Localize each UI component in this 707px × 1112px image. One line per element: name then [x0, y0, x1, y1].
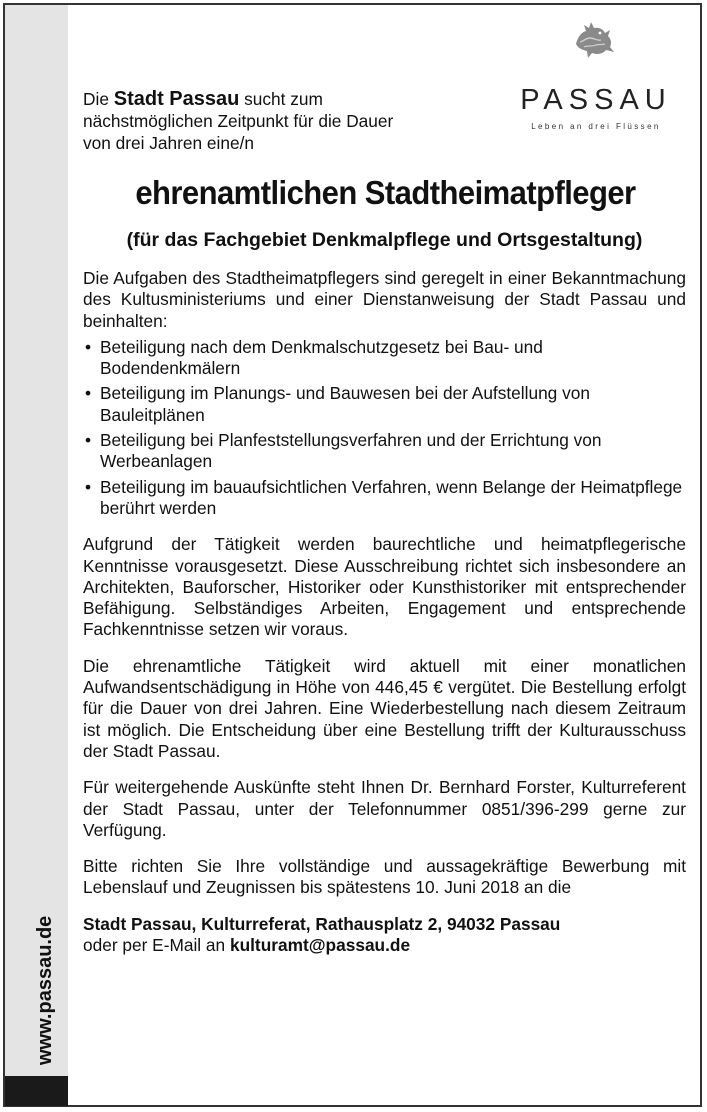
logo-tagline: Leben an drei Flüssen: [531, 122, 661, 131]
sidebar-footer-block: [5, 1076, 68, 1106]
task-item: • Beteiligung im bauaufsichtlichen Verfahren, wenn Belange der Heimatpflege berührt werden: [83, 477, 686, 520]
address-block: [83, 914, 686, 957]
contact-paragraph: Für weitergehende Auskünfte steht Ihnen Dr. Bernhard Forster, Kulturreferent der Stadt Passau, unter der Telefonnummer 0851/396-299 gerne zur Verfügung.: [83, 777, 686, 840]
email-prefix: oder per E-Mail an: [83, 935, 230, 956]
task-item: • Beteiligung bei Planfeststellungsverfahren und der Errichtung von Werbeanlagen: [83, 430, 686, 473]
job-subtitle: (für das Fachgebiet Denkmalpflege und Ortsgestaltung): [126, 229, 643, 251]
intro-line3: von drei Jahren eine/n: [83, 133, 255, 153]
intro-org: Stadt Passau: [113, 88, 240, 110]
intro-line2: nächstmöglichen Zeitpunkt für die Dauer: [83, 111, 394, 131]
wolf-crest-icon: [570, 14, 616, 60]
sidebar-url[interactable]: www.passau.de: [34, 915, 56, 1065]
job-title: ehrenamtlichen Stadtheimatpfleger: [135, 174, 636, 211]
postal-address: Stadt Passau, Kulturreferat, Rathausplatz 2, 94032 Passau: [83, 913, 561, 934]
intro-prefix: Die: [83, 89, 114, 109]
requirements-paragraph: Aufgrund der Tätigkeit werden baurechtliche und heimatpflegerische Kenntnisse vorausgesetzt. Diese Ausschreibung richtet sich insbesondere an Architekten, Bauforscher, Historiker oder Kunsthistoriker mit entsprechender Befähigung. Selbständiges Arbeiten, Engagement und entsprechende Fachkenntnisse setzen wir voraus.: [83, 534, 686, 640]
tasks-lead: Die Aufgaben des Stadtheimatpflegers sind geregelt in einer Bekanntmachung des Kultusministeriums und einer Dienstanweisung der Stadt Passau und beinhalten:: [83, 268, 686, 331]
passau-logo: [506, 14, 686, 134]
email-link[interactable]: kulturamt@passau.de: [229, 935, 411, 956]
ad-body: [83, 268, 686, 956]
task-list: [83, 337, 686, 519]
compensation-paragraph: Die ehrenamtliche Tätigkeit wird aktuell mit einer monatlichen Aufwandsentschädigung in Höhe von 446,45 € vergütet. Die Bestellung erfolgt für die Dauer von drei Jahren. Eine Wiederbestellung nach diesem Zeitraum ist möglich. Die Entscheidung über eine Bestellung trifft der Kulturausschuss der Stadt Passau.: [83, 655, 686, 761]
application-paragraph: Bitte richten Sie Ihre vollständige und aussagekräftige Bewerbung mit Lebenslauf und Zeugnissen bis spätestens 10. Juni 2018 an die: [83, 856, 686, 898]
intro-text: [83, 88, 503, 154]
task-item: • Beteiligung im Planungs- und Bauwesen bei der Aufstellung von Bauleitplänen: [83, 383, 686, 426]
logo-wordmark: PASSAU: [520, 84, 672, 116]
intro-line1-rest: sucht zum: [239, 89, 323, 109]
task-item: • Beteiligung nach dem Denkmalschutzgesetz bei Bau- und Bodendenkmälern: [83, 337, 686, 380]
